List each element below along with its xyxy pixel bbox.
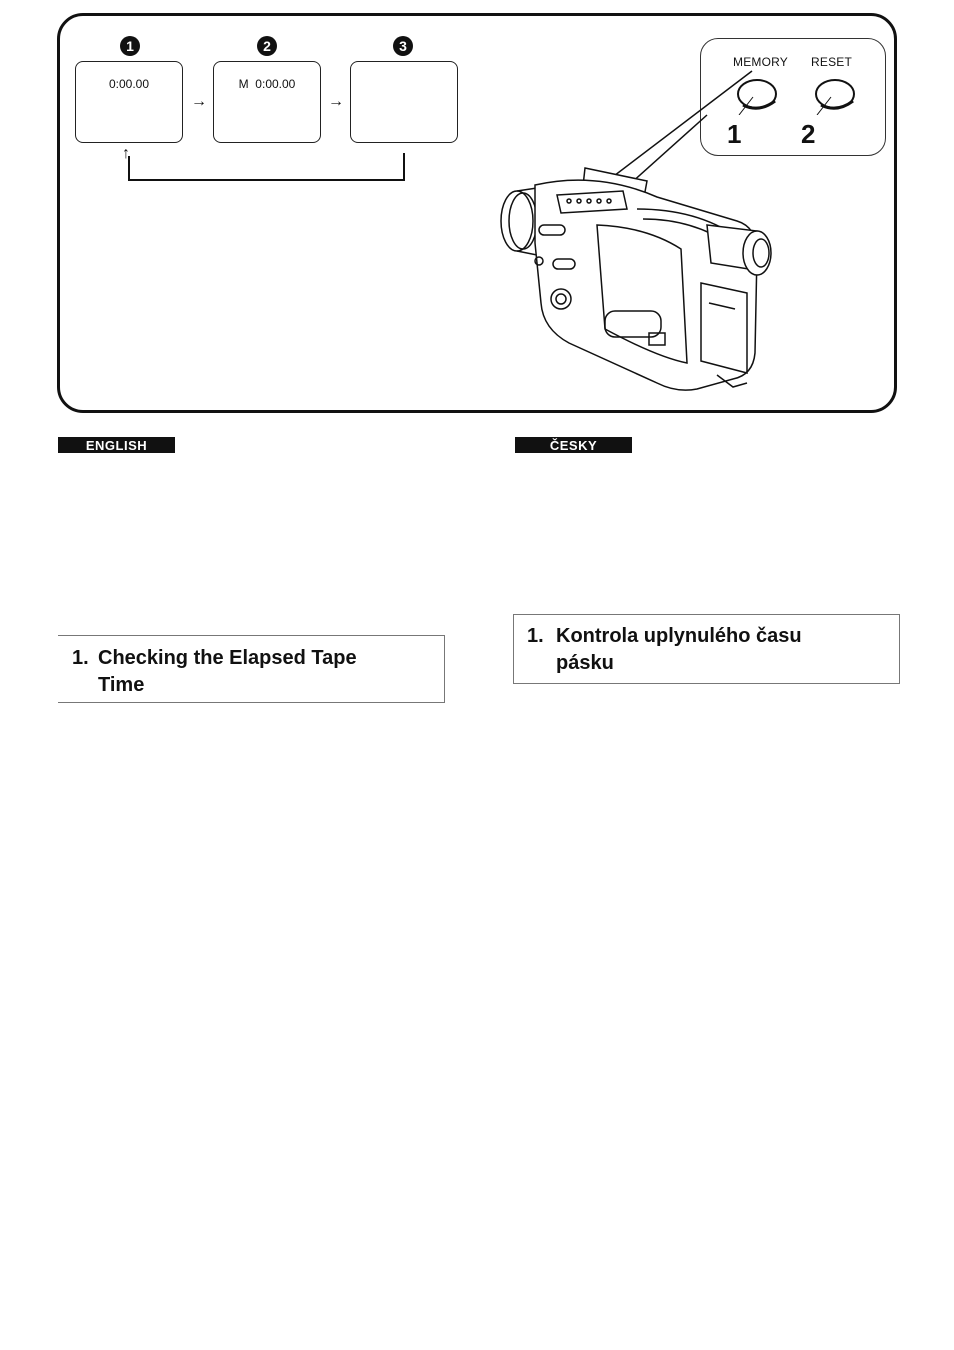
display-screen-1 (75, 61, 183, 143)
memory-counter-display: M 0:00.00 (238, 77, 296, 91)
display-screen-3 (350, 61, 458, 143)
section-heading-english (58, 635, 445, 703)
loop-line-bottom (128, 179, 405, 181)
step-number-1: 1 (120, 36, 140, 56)
reset-button-icon (811, 75, 861, 115)
memory-button-icon (733, 75, 783, 115)
display-screen-2 (213, 61, 321, 143)
language-tag-czech: ČESKY (515, 437, 632, 453)
loop-line-right (403, 153, 405, 181)
heading-line-1: Kontrola uplynulého času (556, 625, 802, 647)
step-number-3: 3 (393, 36, 413, 56)
arrow-up-icon: ↑ (122, 145, 130, 162)
heading-line-2: Time (98, 674, 145, 696)
counter-display: 0:00.00 (108, 77, 150, 91)
memory-button-number: 1 (727, 119, 742, 149)
memory-button-label: MEMORY (733, 55, 788, 69)
button-panel (700, 38, 886, 156)
step-number-2: 2 (257, 36, 277, 56)
heading-line-2: pásku (556, 652, 614, 674)
illustration-frame (57, 13, 897, 413)
heading-number: 1. (527, 625, 544, 647)
arrow-right-icon: → (328, 93, 344, 110)
heading-line-1: Checking the Elapsed Tape (98, 647, 357, 669)
arrow-right-icon: → (191, 93, 207, 110)
language-tag-english: ENGLISH (58, 437, 175, 453)
reset-button-label: RESET (811, 55, 853, 69)
section-heading-czech (513, 614, 900, 684)
heading-number: 1. (72, 647, 89, 669)
reset-button-number: 2 (801, 119, 816, 149)
